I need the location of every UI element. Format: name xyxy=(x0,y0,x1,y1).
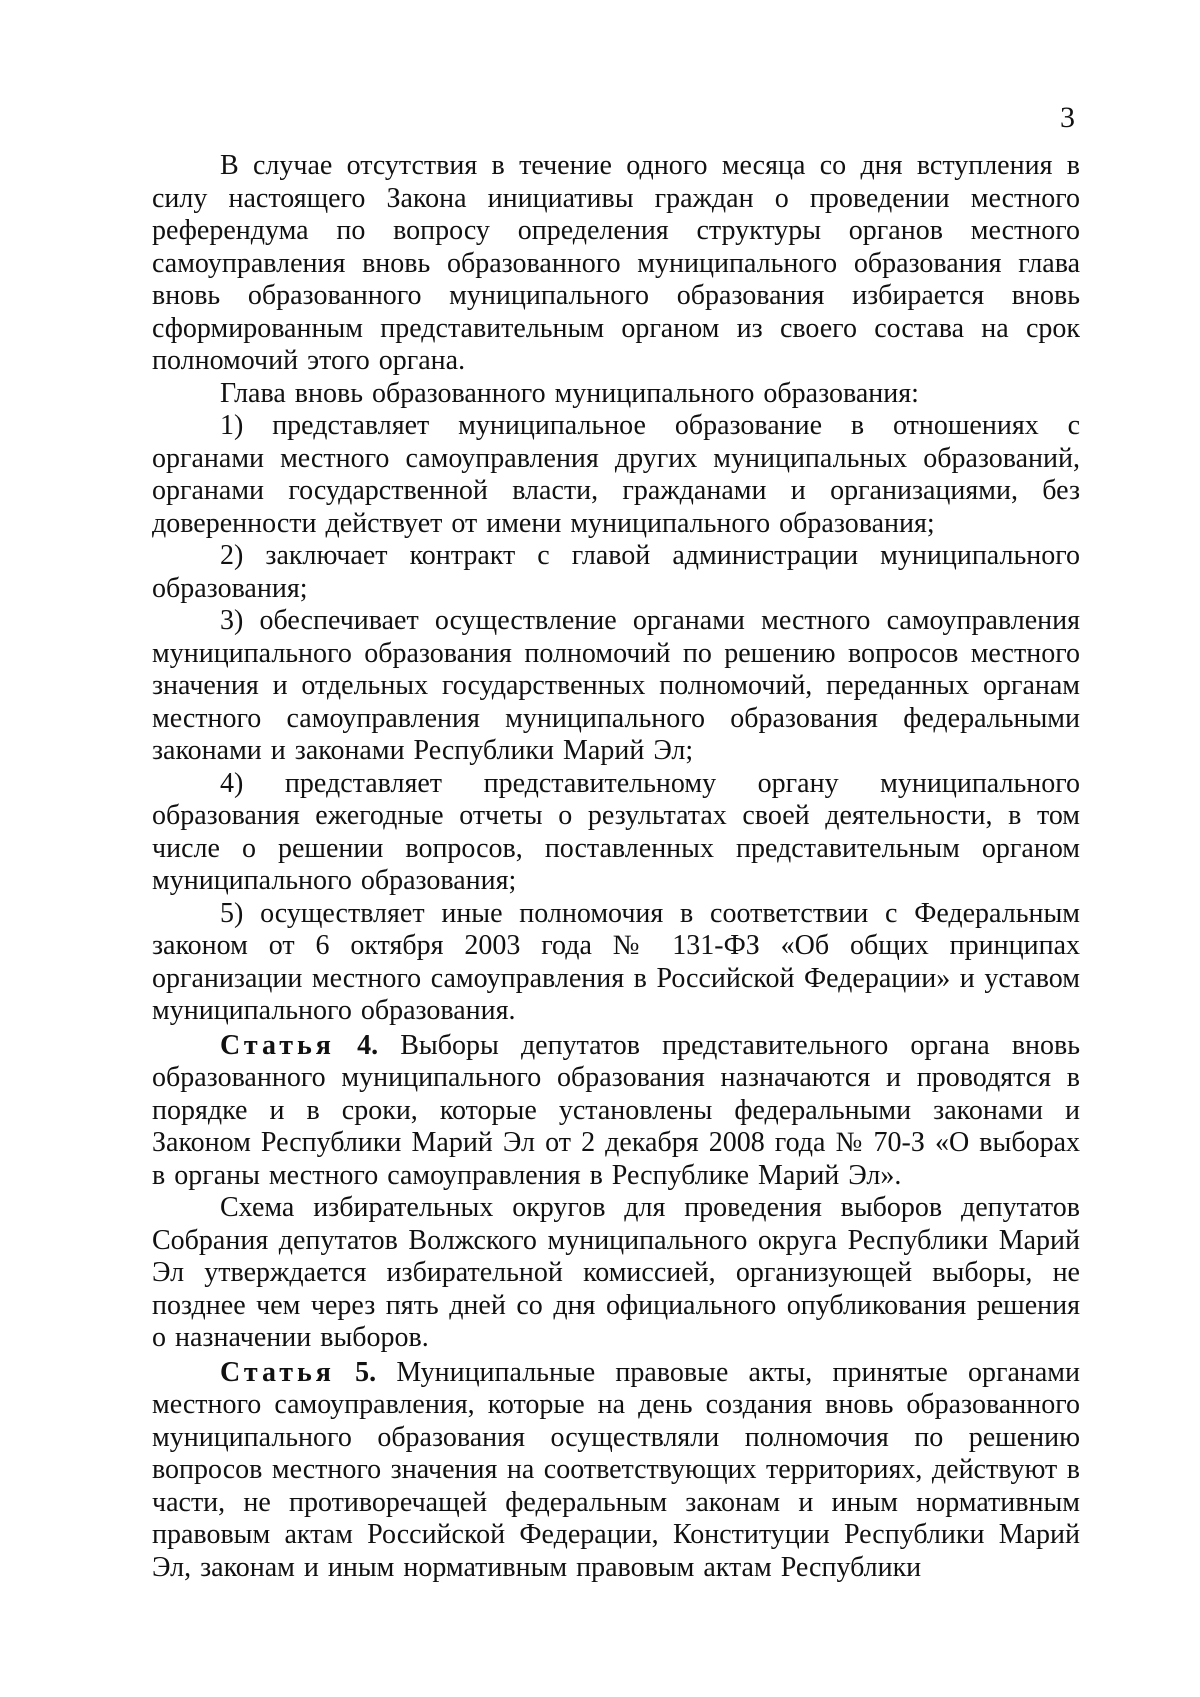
paragraph-head-intro: Глава вновь образованного муниципального образования: xyxy=(220,377,919,409)
list-item-4: 4) представляет представительному органу муниципального образования ежегодные отчеты о результатах своей деятельности, в том числе о решении вопросов, поставленных представительным органом муниципального образования; xyxy=(152,767,1080,896)
article-4-label: Статья xyxy=(220,1029,335,1061)
list-item-5: 5) осуществляет иные полномочия в соответствии с Федеральным законом от 6 октября 2003 года № 131-ФЗ «Об общих принципах организации местного самоуправления в Российской Федерации» и уставом муниципального образования. xyxy=(152,897,1080,1026)
article-4 xyxy=(152,1030,1080,1193)
list-item-2: 2) заключает контракт с главой администрации муниципального образования; xyxy=(152,540,1080,604)
list-item-3: 3) обеспечивает осуществление органами местного самоуправления муниципального образования полномочий по решению вопросов местного значения и отдельных государственных полномочий, переданных органам местного самоуправления муниципального образования федеральными законами и законами Республики Марий Эл; xyxy=(152,605,1080,766)
document-body xyxy=(152,150,1080,1584)
article-4-text: Выборы депутатов представительного органа вновь образованного муниципального образования назначаются и проводятся в порядке и в сроки, которые установлены федеральными законами и Законом Республики Марий Эл от 2 декабря 2008 года № 70-З «О выборах в органы местного самоуправления в Республике Марий Эл». xyxy=(152,1029,1081,1191)
page-number: 3 xyxy=(1060,101,1075,134)
article-5-number: 5. xyxy=(355,1356,377,1388)
article-5-text: Муниципальные правовые акты, принятые органами местного самоуправления, которые на день создания вновь образованного муниципального образования осуществляли полномочия по решению вопросов местного значения на соответствующих территориях, действуют в части, не противоречащей федеральным законам и иным нормативным правовым актам Российской Федерации, Конституции Республики Марий Эл, законам и иным нормативным правовым актам Республики xyxy=(152,1356,1081,1583)
paragraph-districts: Схема избирательных округов для проведения выборов депутатов Собрания депутатов Волжского муниципального округа Республики Марий Эл утверждается избирательной комиссией, организующей выборы, не позднее чем через пять дней со дня официального опубликования решения о назначении выборов. xyxy=(152,1192,1080,1353)
article-4-number: 4. xyxy=(357,1029,379,1061)
paragraph-referendum: В случае отсутствия в течение одного месяца со дня вступления в силу настоящего Закона инициативы граждан о проведении местного референдума по вопросу определения структуры органов местного самоуправления вновь образованного муниципального образования глава вновь образованного муниципального образования избирается вновь сформированным представительным органом из своего состава на срок полномочий этого органа. xyxy=(152,150,1080,376)
list-item-1: 1) представляет муниципальное образование в отношениях с органами местного самоуправления других муниципальных образований, органами государственной власти, гражданами и организациями, без доверенности действует от имени муниципального образования; xyxy=(152,410,1080,539)
article-5 xyxy=(152,1357,1080,1585)
article-5-label: Статья xyxy=(220,1356,335,1388)
